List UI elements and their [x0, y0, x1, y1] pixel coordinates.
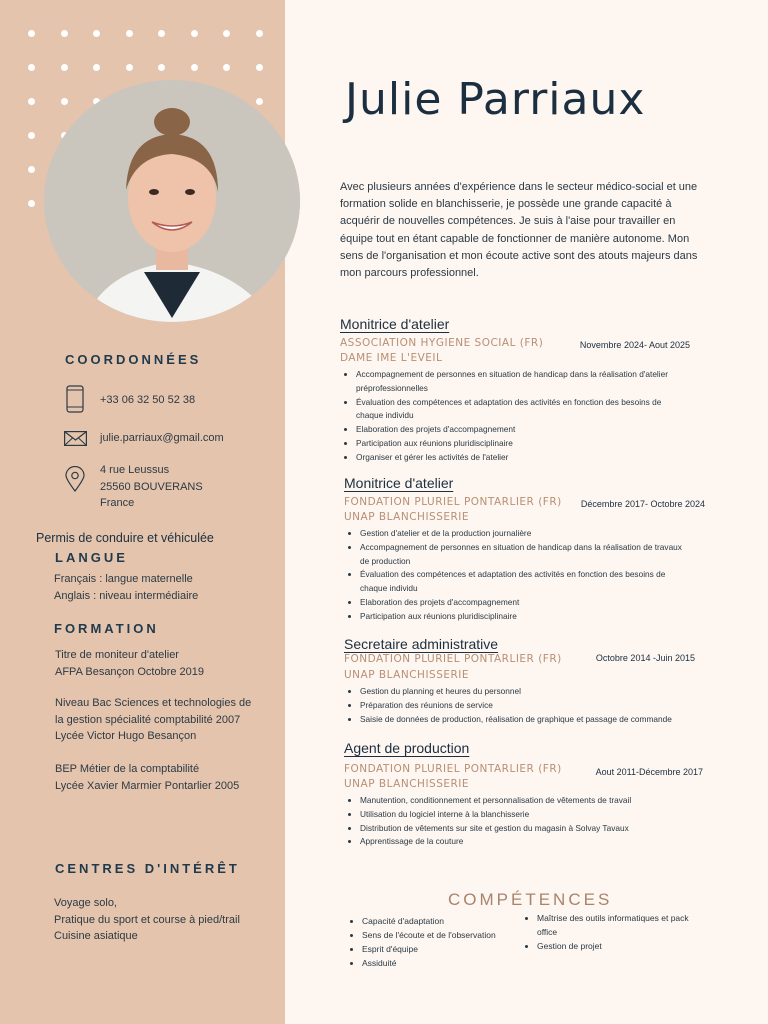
decorative-dot [126, 30, 133, 37]
decorative-dot [28, 132, 35, 139]
formation-1-school: AFPA Besançon Octobre 2019 [55, 665, 204, 678]
formation-2-title: Niveau Bac Sciences et technologies de [55, 697, 252, 709]
section-title-langue: LANGUE [55, 550, 128, 565]
email-icon [64, 431, 87, 446]
list-item: • Préparation des réunions de service [360, 699, 709, 713]
decorative-dot [28, 64, 35, 71]
formation-item-2 [55, 695, 251, 745]
profile-summary: Avec plusieurs années d'expérience dans le secteur médico-social et une formation solide en blanchisserie, je possède une grande capacité à acquérir de nouvelles compétences. Je suis à l'aise pour travailler en équipe tout en étant capable de fonctionner de manière autonome. Mon sens de l'organisation et mon écoute active sont des atouts majeurs dans mon parcours professionnel. [340, 181, 698, 280]
job-date: Aout 2011-Décembre 2017 [595, 767, 703, 777]
languages [54, 571, 198, 604]
list-item: de production [360, 555, 411, 566]
list-item: • Évaluation des compétences et adaptation des activités en fonction des besoins de [360, 568, 709, 582]
interest-3: Cuisine asiatique [54, 930, 138, 942]
competences-right-list [523, 911, 689, 953]
job-title: Agent de production [344, 740, 470, 756]
decorative-dot [28, 30, 35, 37]
address-city: 25560 BOUVERANS [100, 480, 203, 493]
decorative-dot [28, 166, 35, 173]
list-item: • Participation aux réunions pluridisciplinaire [360, 610, 709, 624]
section-title-coordonnees: COORDONNÉES [65, 352, 202, 367]
driving-licence: Permis de conduire et véhiculée [36, 531, 214, 545]
decorative-dot [223, 30, 230, 37]
job-org-sub: UNAP BLANCHISSERIE [344, 669, 470, 681]
list-item: • Assiduité [362, 956, 496, 970]
interest-2: Pratique du sport et course à pied/trail [54, 913, 240, 926]
competences-left-list [348, 914, 496, 970]
decorative-dot [256, 64, 263, 71]
list-item: • Distribution de vêtements sur site et gestion du magasin à Solvay Tavaux [360, 822, 709, 836]
list-item: • Utilisation du logiciel interne à la blanchisserie [360, 808, 709, 822]
list-item: • Apprentissage de la couture [360, 835, 709, 849]
job-tasks [340, 368, 705, 465]
language-french: Français : langue maternelle [54, 573, 193, 585]
address-street: 4 rue Leussus [100, 464, 170, 476]
interest-1: Voyage solo, [54, 897, 117, 909]
job-1 [340, 316, 705, 465]
job-date: Novembre 2024- Aout 2025 [579, 340, 690, 350]
list-item: • Organiser et gérer les activités de l'atelier [356, 451, 705, 465]
list-item: • Saisie de données de production, réalisation de graphique et passage de commande [360, 713, 709, 727]
list-item: • Elaboration des projets d'accompagnement [356, 423, 705, 437]
list-item: office [537, 927, 558, 937]
job-date: Décembre 2017- Octobre 2024 [580, 499, 705, 509]
list-item: • Gestion de projet [537, 939, 689, 953]
job-title: Monitrice d'atelier [340, 316, 450, 332]
list-item: préprofessionnelles [356, 382, 428, 393]
address [100, 462, 203, 512]
job-tasks [344, 685, 709, 726]
decorative-dot [158, 30, 165, 37]
job-org: ASSOCIATION HYGIENE SOCIAL (FR) [340, 337, 544, 349]
list-item: • Capacité d'adaptation [362, 914, 496, 928]
list-item: • Gestion d'atelier et de la production journalière [360, 527, 709, 541]
list-item: chaque individu [360, 583, 418, 594]
job-title: Monitrice d'atelier [344, 475, 454, 491]
profile-photo [44, 80, 300, 322]
decorative-dot [93, 64, 100, 71]
list-item: • Participation aux réunions pluridisciplinaire [356, 437, 705, 451]
job-org-sub: DAME IME L'EVEIL [340, 352, 443, 364]
location-pin-icon [65, 466, 85, 492]
language-english: Anglais : niveau intermédiaire [54, 589, 199, 602]
formation-1-title: Titre de moniteur d'atelier [55, 649, 179, 661]
job-2 [344, 475, 709, 624]
phone-icon [66, 385, 84, 413]
decorative-dot [28, 98, 35, 105]
decorative-dot [61, 30, 68, 37]
decorative-dot [28, 200, 35, 207]
section-title-competences: COMPÉTENCES [448, 890, 613, 909]
formation-item-1 [55, 647, 204, 680]
portrait-image [44, 80, 300, 322]
list-item: • Sens de l'écoute et de l'observation [362, 928, 496, 942]
job-3 [344, 636, 709, 726]
section-title-formation: FORMATION [54, 621, 159, 636]
decorative-dot [61, 98, 68, 105]
sidebar [0, 0, 285, 1024]
decorative-dot [191, 64, 198, 71]
job-tasks [344, 794, 709, 849]
decorative-dot [61, 64, 68, 71]
address-country: France [100, 497, 135, 509]
interests [54, 895, 240, 945]
formation-item-3 [55, 761, 239, 794]
decorative-dot [223, 64, 230, 71]
list-item: • Accompagnement de personnes en situation de handicap dans la réalisation d'atelier [356, 368, 705, 382]
section-title-interets: CENTRES D'INTÉRÊT [55, 861, 240, 876]
list-item: • Esprit d'équipe [362, 942, 496, 956]
list-item: chaque individu [356, 410, 414, 421]
job-title: Secretaire administrative [344, 636, 499, 652]
formation-2-school: Lycée Victor Hugo Besançon [55, 730, 197, 742]
decorative-dot [256, 98, 263, 105]
job-tasks [344, 527, 709, 624]
job-org: FONDATION PLURIEL PONTARLIER (FR) [344, 653, 562, 665]
formation-3-title: BEP Métier de la comptabilité [55, 763, 200, 775]
list-item: • Évaluation des compétences et adaptation des activités en fonction des besoins de [356, 396, 705, 410]
job-org-sub: UNAP BLANCHISSERIE [344, 511, 470, 523]
list-item: • Accompagnement de personnes en situation de handicap dans la réalisation de travaux [360, 541, 709, 555]
formation-2-title-cont: la gestion spécialité comptabilité 2007 [55, 713, 241, 726]
job-org: FONDATION PLURIEL PONTARLIER (FR) [344, 496, 562, 508]
decorative-dot [191, 30, 198, 37]
job-4 [344, 740, 709, 849]
decorative-dot [93, 30, 100, 37]
list-item: • Elaboration des projets d'accompagnement [360, 596, 709, 610]
decorative-dot [126, 64, 133, 71]
list-item: • Maîtrise des outils informatiques et pack [537, 911, 689, 925]
phone-number: +33 06 32 50 52 38 [100, 394, 196, 406]
job-org-sub: UNAP BLANCHISSERIE [344, 778, 470, 790]
email-address: julie.parriaux@gmail.com [100, 432, 224, 444]
decorative-dot [256, 30, 263, 37]
list-item: • Gestion du planning et heures du personnel [360, 685, 709, 699]
decorative-dot [158, 64, 165, 71]
formation-3-school: Lycée Xavier Marmier Pontarlier 2005 [55, 779, 240, 792]
job-org: FONDATION PLURIEL PONTARLIER (FR) [344, 763, 562, 775]
job-date: Octobre 2014 -Juin 2015 [595, 653, 695, 663]
candidate-name: Julie Parriaux [345, 74, 646, 125]
list-item: • Manutention, conditionnement et personnalisation de vêtements de travail [360, 794, 709, 808]
